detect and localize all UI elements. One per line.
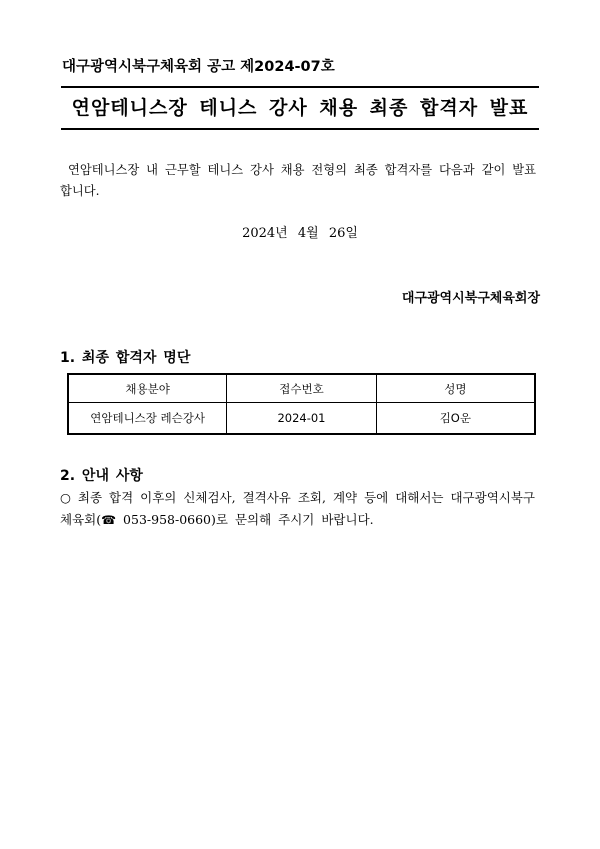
guide-text-after-phone: )로 문의해 주시기 바랍니다.	[211, 512, 374, 527]
issuer-name: 대구광역시북구체육회장	[401, 291, 540, 306]
cell-name: 김O운	[376, 403, 535, 435]
winners-table	[67, 373, 536, 435]
column-header-field: 채용분야	[68, 374, 227, 403]
cell-application-number: 2024-01	[227, 403, 376, 435]
phone-icon: ☎	[101, 513, 117, 527]
cell-field: 연암테니스장 레슨강사	[68, 403, 227, 435]
table-row	[68, 403, 535, 435]
phone-number: 053-958-0660	[116, 512, 212, 527]
document-title: 연암테니스장 테니스 강사 채용 최종 합격자 발표	[71, 97, 529, 119]
announcement-date: 2024년 4월 26일	[242, 226, 358, 241]
title-rule-bottom	[61, 128, 539, 130]
notice-number: 대구광역시북구체육회 공고 제2024-07호	[62, 59, 335, 75]
table-header-row	[68, 374, 535, 403]
guide-text-before-phone: ○ 최종 합격 이후의 신체검사, 결격사유 조회, 계약 등에 대해서는 대구광역시북구체육회(	[60, 490, 535, 527]
title-rule-top	[61, 86, 539, 88]
intro-paragraph: 연암테니스장 내 근무할 테니스 강사 채용 전형의 최종 합격자를 다음과 같이 발표합니다.	[60, 163, 536, 198]
column-header-name: 성명	[376, 374, 535, 403]
column-header-application-number: 접수번호	[227, 374, 376, 403]
guide-paragraph	[60, 487, 542, 531]
section-heading-guide: 2. 안내 사항	[60, 468, 143, 484]
section-heading-winners: 1. 최종 합격자 명단	[60, 350, 191, 366]
